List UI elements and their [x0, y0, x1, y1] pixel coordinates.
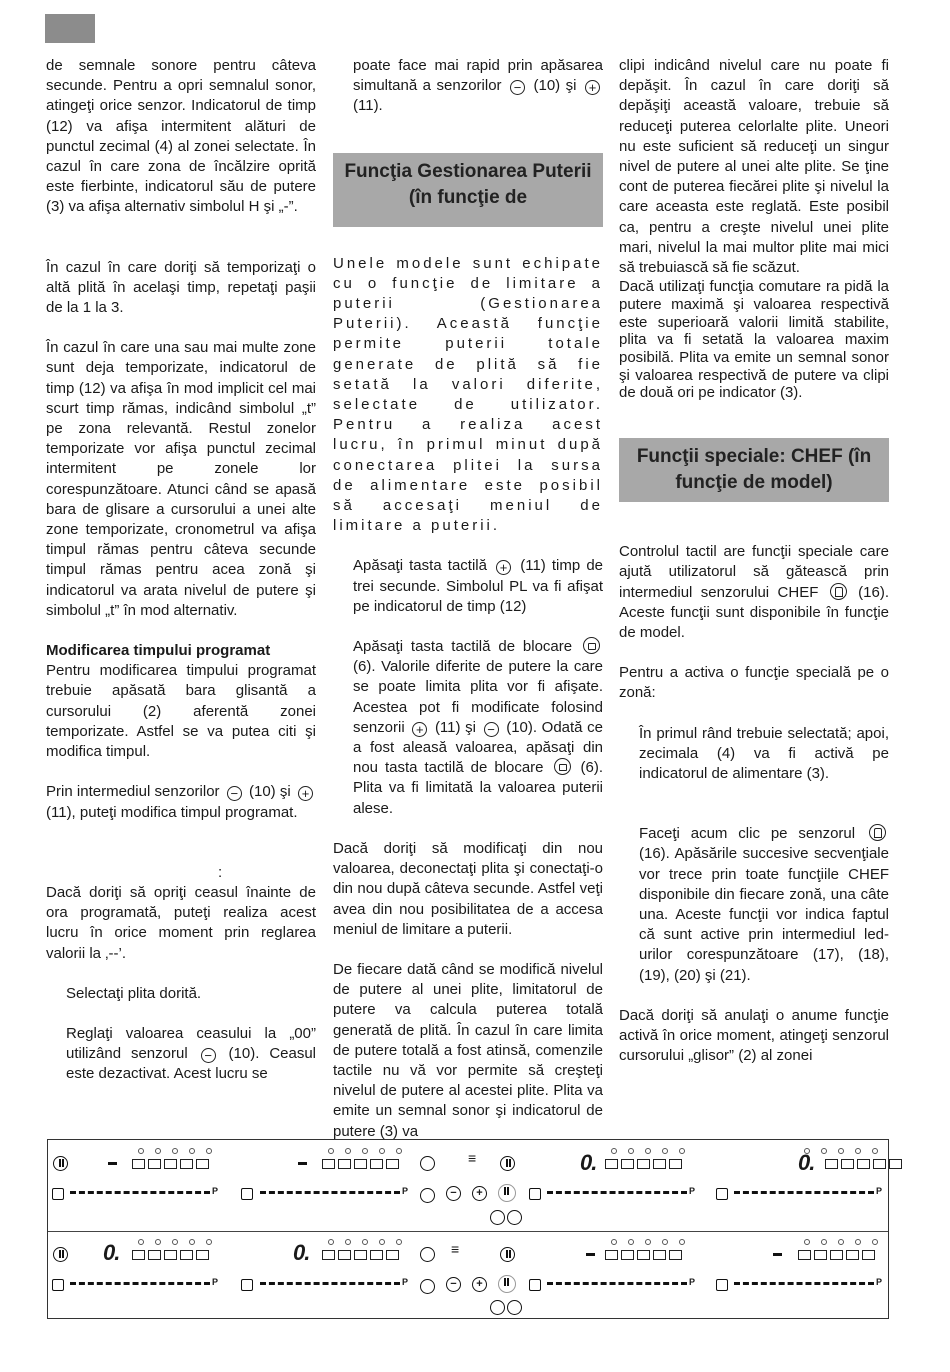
zone-icon — [716, 1188, 728, 1200]
led-dots — [804, 1239, 878, 1245]
chef-leds — [798, 1250, 875, 1260]
section-heading: Modificarea timpului programat — [46, 642, 271, 660]
paragraph — [333, 637, 603, 819]
paragraph: Dacă doriţi să anulaţi o anume funcţie activă în orice moment, atingeţi senzorul cursorului „glisor” (2) al zonei — [619, 1006, 889, 1065]
zone-display: 0. — [580, 1150, 597, 1175]
plus-sensor-icon: + — [496, 560, 511, 575]
power-display-dash — [586, 1253, 595, 1256]
text: Apăsaţi tasta tactilă — [353, 557, 487, 575]
slider-p-label: P — [689, 1186, 696, 1196]
chef-leds — [798, 1159, 902, 1169]
paragraph: În primul rând trebuie selectată; apoi, zecimala (4) va fi activă pe indicatorul de alimentare (3). — [639, 724, 889, 782]
text: Reglaţi valoarea ceasului la „00” utilizând senzorul — [66, 1024, 316, 1063]
text: Prin intermediul senzorilor — [46, 783, 220, 801]
power-display-dash — [773, 1253, 782, 1256]
divider — [48, 1231, 888, 1232]
led-dots — [611, 1148, 685, 1154]
slider-p-label: P — [212, 1186, 219, 1196]
zone-icon — [241, 1188, 253, 1200]
zone-slider — [260, 1191, 400, 1197]
paragraph: Pentru modificarea timpului programat trebuie apăsată bara glisantă a cursorului (2) aferentă zonei temporizate. Astfel se va putea citi şi modifica timpul. — [46, 662, 316, 761]
text: (11). — [353, 97, 383, 115]
paragraph: În cazul în care una sau mai multe zone sunt deja temporizate, indicatorul de timp (12) va afişa în mod implicit cel mai scurt timp rămas, indicând simbolul „t” pe zona relevantă. Restul zonelor temporizate vor afişa punctul zecimal intermitent pe zonele lor corespunzătoare. Atunci când se apasă bara de glisare a cursorului a unei alte zone temporizate, cronometrul va afişa timpul rămas pentru câteva secunde timpul rămas pentru acea zonă şi indicatorul va arata nivelul de putere şi simbolul „t” în mod alternativ. — [46, 339, 316, 619]
chef-icon — [507, 1300, 522, 1315]
zone-icon — [716, 1279, 728, 1291]
text: (11) timp de trei secunde. Simbolul PL va fi afişat pe indicatorul de timp (12) — [353, 557, 604, 615]
paragraph: de semnale sonore pentru câteva secunde. Pentru a opri semnalul sonor, atingeţi orice senzor. Indicatorul de timp (12) va afişa intermitent alături de punctul zecimal (4) al zonei selectate. În cazul în care zona de încălzire oprită este fierbinte, indicatorul său de putere (3) va afişa alternativ simbolul H şi „-”. — [46, 57, 316, 216]
section-heading-chef: Funcţii speciale: CHEF (în funcţie de model) — [619, 438, 889, 502]
paragraph — [46, 1024, 316, 1085]
plus-sensor-icon: + — [585, 80, 600, 95]
text: (10) şi — [249, 783, 291, 801]
control-panel-diagram — [47, 1139, 889, 1319]
chef-icon — [869, 824, 886, 841]
zone-icon — [529, 1279, 541, 1291]
column-3 — [619, 56, 889, 1066]
zone-slider — [70, 1191, 210, 1197]
zone-display: 0. — [798, 1150, 815, 1175]
timer-bars-icon: ≡ — [468, 1150, 477, 1166]
text: (6). Plita va fi limitată la valoarea puterii alese. — [353, 759, 603, 817]
led-dots — [138, 1239, 212, 1245]
pause-icon — [500, 1156, 515, 1171]
pause-icon — [500, 1247, 515, 1262]
paragraph: De fiecare dată când se modifică nivelul de putere al unei plite, limitatorul de putere va calcula puterea totală generată de plită. În cazul în care limita de putere totală a fost atinsă, comenzile tactile nu vă vor permite să creşteţi nivelul de putere al acestei plite. Plita va emite un semnal sonor şi indicatorul de putere (3) va — [333, 960, 603, 1140]
text: Controlul tactil are funcţii speciale care ajută utilizatorul să gătească prin intermediul senzorului CHEF — [619, 543, 889, 601]
led-dots — [328, 1239, 402, 1245]
chef-icon — [420, 1279, 435, 1294]
paragraph: Unele modele sunt echipate cu o funcţie de limitare a puterii (Gestionarea Puterii). Această funcţie permite puterii totale generate de plită să fie setată la valori diferite, selectate de utilizator. Pentru a realiza acest lucru, în primul minut după conectarea plitei la sursa de alimentare este posibil să accesaţi meniul de limitare a puterii. — [333, 254, 603, 535]
slider-p-label: P — [402, 1186, 409, 1196]
paragraph — [619, 824, 889, 986]
led-dots — [328, 1148, 402, 1154]
paragraph: clipi indicând nivelul care nu poate fi depăşit. În cazul în care doriţi să depăşiţi această valoare, trebuie să reduceţi puterea celorlalte plite. Uneori nu este suficient să reduceţi un singur nivel de putere al unei alte plite. Se ţine cont de puterea fiecărei plite şi nivelul la care aceasta este reglată. Este posibil ca, pentru a creşte nivelul unei plite mari, nivelul la mai multor plite mai mici să trebuiască să fie scăzut. — [619, 57, 889, 277]
lock-icon — [554, 758, 571, 775]
paragraph: Pentru a activa o funcţie specială pe o zonă: — [619, 664, 889, 702]
text: (10). Ceasul este dezactivat. Acest lucru se — [66, 1045, 317, 1083]
text: Apăsaţi tasta tactilă de blocare — [353, 638, 573, 656]
chef-leds — [322, 1250, 399, 1260]
text: (10) şi — [533, 77, 577, 95]
power-icon — [53, 1156, 68, 1171]
column-1 — [46, 56, 316, 1085]
paragraph — [333, 56, 603, 117]
chef-leds — [605, 1159, 682, 1169]
zone-icon — [241, 1279, 253, 1291]
slider-p-label: P — [212, 1277, 219, 1287]
minus-sensor-icon: − — [484, 722, 499, 737]
text: (11), puteţi modifica timpul programat. — [46, 803, 298, 821]
lock-icon — [490, 1300, 505, 1315]
chef-leds — [605, 1250, 682, 1260]
slider-p-label: P — [876, 1186, 883, 1196]
colon-label: : — [218, 863, 223, 881]
slider-p-label: P — [402, 1277, 409, 1287]
plus-sensor-icon: + — [472, 1277, 487, 1292]
paragraph: Dacă doriţi să modificaţi din nou valoarea, deconectaţi plita şi conectaţi-o din nou după câteva secunde. Astfel veţi avea din nou posibilitatea de a accesa meniul de limitare a puterii. — [333, 839, 603, 938]
minus-sensor-icon: − — [227, 786, 242, 801]
timer-circle-icon — [498, 1275, 516, 1293]
timer-circle-icon — [498, 1184, 516, 1202]
page-tab-marker — [45, 14, 95, 43]
paragraph: Dacă doriţi să opriţi ceasul înainte de ora programată, puteţi realiza acest lucru în orice moment prin reglarea valorii la ‚--’. — [46, 883, 316, 962]
paragraph: Selectaţi plita dorită. — [66, 984, 202, 1002]
paragraph: În cazul în care doriţi să temporizaţi o altă plită în acelaşi timp, repetaţi paşii de la 1 la 3. — [46, 258, 316, 317]
text: (6). Valorile diferite de putere la care se poate limita plita vor fi afişate. Acestea pot fi modificate folosind senzorii — [353, 658, 603, 736]
paragraph — [619, 542, 889, 643]
minus-sensor-icon: − — [446, 1186, 461, 1201]
zone-icon — [52, 1188, 64, 1200]
zone-icon — [52, 1279, 64, 1291]
paragraph — [46, 782, 316, 822]
section-heading-power-management: Funcţia Gestionarea Puterii (în funcţie de — [333, 153, 603, 227]
text: (10). Odată ce a fost aleasă valoarea, apăsaţi din nou tasta tactilă de blocare — [353, 718, 603, 777]
zone-slider — [260, 1282, 400, 1288]
power-icon — [53, 1247, 68, 1262]
chef-leds — [322, 1159, 399, 1169]
text: poate face mai rapid prin apăsarea simultană a senzorilor — [353, 57, 603, 95]
chef-icon — [830, 583, 847, 600]
text: (16). Aceste funcţii sunt disponibile în funcţie de model. — [619, 583, 890, 641]
zone-display: 0. — [103, 1240, 120, 1265]
power-display-dash — [298, 1162, 307, 1165]
power-display-dash — [108, 1162, 117, 1165]
column-2 — [333, 56, 603, 1142]
lock-icon — [420, 1156, 435, 1171]
zone-slider — [70, 1282, 210, 1288]
zone-slider — [734, 1191, 874, 1197]
paragraph — [333, 556, 603, 617]
zone-slider — [734, 1282, 874, 1288]
minus-sensor-icon: − — [201, 1048, 216, 1063]
zone-slider — [547, 1282, 687, 1288]
chef-icon — [507, 1210, 522, 1225]
zone-display: 0. — [293, 1240, 310, 1265]
plus-sensor-icon: + — [412, 722, 427, 737]
lock-icon — [420, 1247, 435, 1262]
timer-bars-icon: ≡ — [451, 1241, 460, 1257]
slider-p-label: P — [876, 1277, 883, 1287]
plus-sensor-icon: + — [298, 786, 313, 801]
minus-sensor-icon: − — [446, 1277, 461, 1292]
chef-leds — [132, 1159, 209, 1169]
text: (11) şi — [434, 718, 476, 736]
lock-icon — [490, 1210, 505, 1225]
minus-sensor-icon: − — [510, 80, 525, 95]
chef-icon — [420, 1188, 435, 1203]
text: Faceţi acum clic pe senzorul — [639, 825, 856, 843]
chef-leds — [132, 1250, 209, 1260]
text: (16). Apăsările succesive secvenţiale vor trece prin toate funcţiile CHEF disponibile din fiecare zonă, una câte una. Aceste funcţii vor indica faptul că sunt active prin intermediul led-urilor corespunzătoare (17), (18), (19), (20) şi (21). — [639, 845, 889, 984]
zone-slider — [547, 1191, 687, 1197]
paragraph: Dacă utilizaţi funcţia comutare ra pidă la putere maximă şi valoarea respectivă este superioară valorii limită stabilite, plita va fi setată la valoarea maxim posibilă. Plita va emite un semnal sonor şi valoarea respectivă de putere va clipi de două ori pe indicator (3). — [619, 278, 889, 402]
zone-icon — [529, 1188, 541, 1200]
led-dots — [138, 1148, 212, 1154]
slider-p-label: P — [689, 1277, 696, 1287]
led-dots — [804, 1148, 878, 1154]
led-dots — [611, 1239, 685, 1245]
lock-icon — [583, 637, 600, 654]
plus-sensor-icon: + — [472, 1186, 487, 1201]
